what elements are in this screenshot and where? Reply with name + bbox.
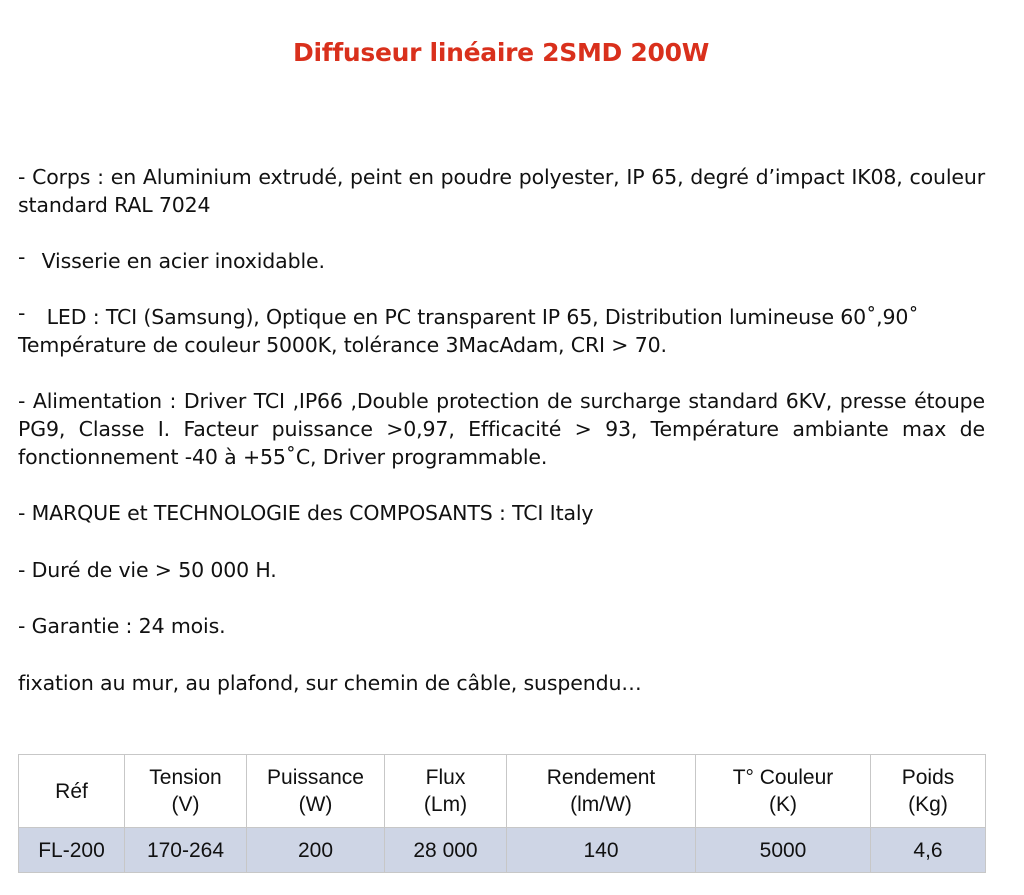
led-paragraph (18, 303, 985, 359)
header-puissance: Puissance (W) (247, 755, 385, 828)
marque-paragraph: - MARQUE et TECHNOLOGIE des COMPOSANTS : TCI Italy (18, 501, 594, 525)
header-flux: Flux (Lm) (385, 755, 507, 828)
cell-couleur: 5000 (696, 828, 871, 873)
duree-paragraph: - Duré de vie > 50 000 H. (18, 558, 277, 582)
led-text-line1: LED : TCI (Samsung), Optique en PC transparent IP 65, Distribution lumineuse 60˚,90˚ (46, 305, 919, 329)
corps-paragraph: - Corps : en Aluminium extrudé, peint en poudre polyester, IP 65, degré d’impact IK08, couleur standard RAL 7024 (18, 165, 985, 217)
cell-ref: FL-200 (19, 828, 125, 873)
bullet-dash: - (18, 301, 26, 325)
specifications-table (18, 754, 986, 873)
led-text-line2: Température de couleur 5000K, tolérance 3MacAdam, CRI > 70. (18, 333, 667, 357)
table-row (19, 828, 986, 873)
alimentation-paragraph: - Alimentation : Driver TCI ,IP66 ,Double protection de surcharge standard 6KV, presse étoupe PG9, Classe I. Facteur puissance >0,97, Efficacité > 93, Température ambiante max de fonctionnement -40 à +55˚C, Driver programmable. (18, 389, 985, 469)
header-couleur: T° Couleur (K) (696, 755, 871, 828)
bullet-dash: - (18, 245, 26, 269)
cell-rendement: 140 (507, 828, 696, 873)
garantie-paragraph: - Garantie : 24 mois. (18, 614, 226, 638)
visserie-paragraph (18, 247, 985, 275)
page-title: Diffuseur linéaire 2SMD 200W (293, 38, 709, 67)
header-ref: Réf (19, 755, 125, 828)
header-poids: Poids (Kg) (871, 755, 986, 828)
header-tension: Tension (V) (125, 755, 247, 828)
visserie-text: Visserie en acier inoxidable. (41, 249, 325, 273)
header-rendement: Rendement (lm/W) (507, 755, 696, 828)
cell-puissance: 200 (247, 828, 385, 873)
fixation-paragraph: fixation au mur, au plafond, sur chemin de câble, suspendu… (18, 671, 642, 695)
cell-poids: 4,6 (871, 828, 986, 873)
table-header-row (19, 755, 986, 828)
cell-flux: 28 000 (385, 828, 507, 873)
cell-tension: 170-264 (125, 828, 247, 873)
